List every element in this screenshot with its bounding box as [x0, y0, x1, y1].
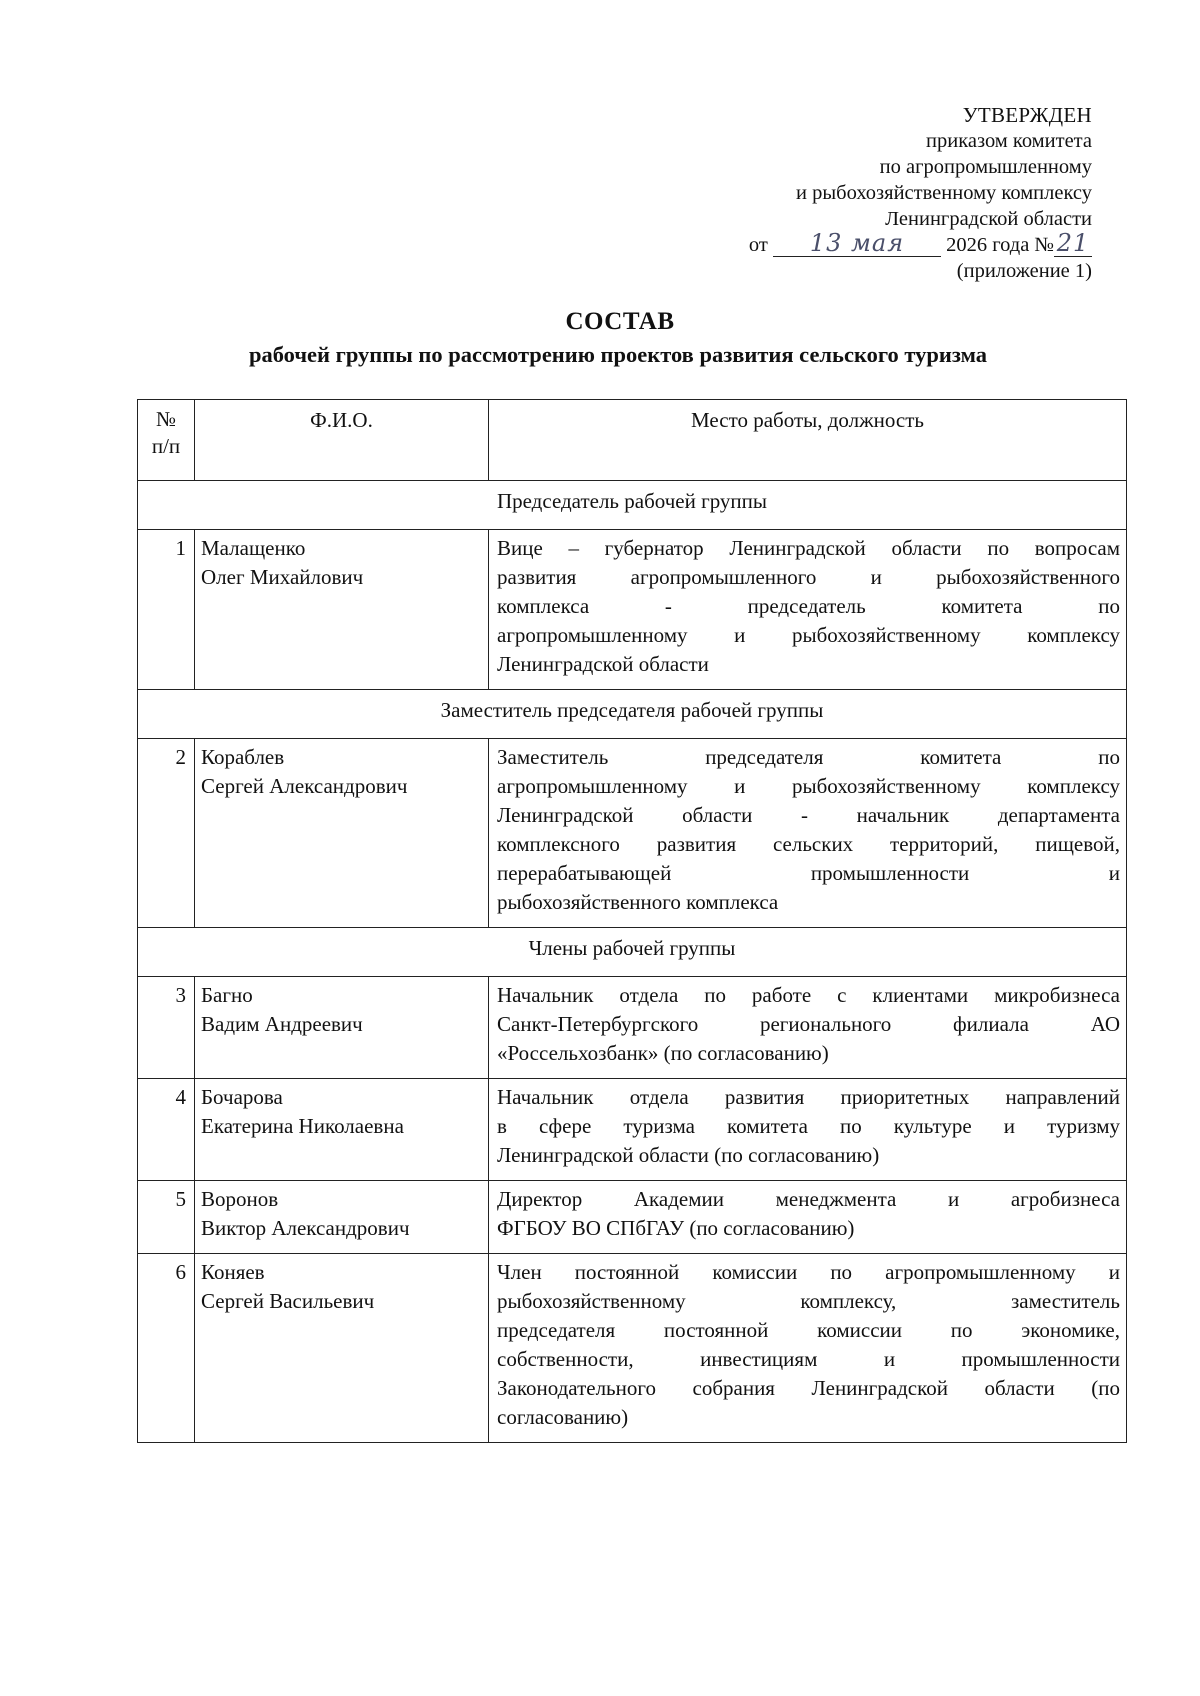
table-row — [138, 739, 1127, 928]
date-prefix: от — [748, 234, 768, 256]
row-number: 2 — [138, 739, 195, 928]
approval-title: УТВЕРЖДЕН — [962, 103, 1092, 127]
section-title: Заместитель председателя рабочей группы — [138, 690, 1127, 739]
approval-line: и рыбохозяйственному комплексу — [796, 182, 1092, 204]
approval-line: Ленинградской области — [885, 208, 1092, 230]
row-number: 6 — [138, 1254, 195, 1443]
table-header-row — [138, 400, 1127, 481]
year-text: 2026 года № — [946, 234, 1054, 256]
table-row — [138, 1079, 1127, 1181]
roster-table — [137, 399, 1127, 1443]
handwritten-number: 21 — [1056, 229, 1090, 257]
section-title: Председатель рабочей группы — [138, 481, 1127, 530]
member-position: Вице – губернатор Ленинградской области по вопросам развития агропромышленного и рыбохозяйственного комплекса - председатель комитета по агропромышленному и рыбохозяйственному комплексу Ленинградской области — [489, 530, 1127, 690]
section-row — [138, 690, 1127, 739]
header-num: № п/п — [138, 400, 195, 481]
member-name: Бочарова Екатерина Николаевна — [195, 1079, 489, 1181]
approval-line: по агропромышленному — [879, 156, 1092, 178]
row-number: 5 — [138, 1181, 195, 1254]
table-row — [138, 977, 1127, 1079]
approval-date-line — [672, 229, 1092, 258]
handwritten-date: 13 мая — [809, 229, 905, 257]
member-name: Воронов Виктор Александрович — [195, 1181, 489, 1254]
member-position: Член постоянной комиссии по агропромышленному и рыбохозяйственному комплексу, заместитель председателя постоянной комиссии по экономике, собственности, инвестициям и промышленности Законодательного собрания Ленинградской области (по согласованию) — [489, 1254, 1127, 1443]
member-position: Начальник отдела развития приоритетных направлений в сфере туризма комитета по культуре и туризму Ленинградской области (по согласованию) — [489, 1079, 1127, 1181]
row-number: 3 — [138, 977, 195, 1079]
member-position: Начальник отдела по работе с клиентами микробизнеса Санкт-Петербургского регионального филиала АО «Россельхозбанк» (по согласованию) — [489, 977, 1127, 1079]
row-number: 4 — [138, 1079, 195, 1181]
document-subtitle: рабочей группы по рассмотрению проектов развития сельского туризма — [248, 342, 988, 367]
table-row — [138, 1181, 1127, 1254]
member-name: Малащенко Олег Михайлович — [195, 530, 489, 690]
approval-block — [672, 102, 1092, 284]
document-title: СОСТАВ — [565, 308, 675, 335]
section-row — [138, 928, 1127, 977]
section-title: Члены рабочей группы — [138, 928, 1127, 977]
member-position: Заместитель председателя комитета по агропромышленному и рыбохозяйственному комплексу Ленинградской области - начальник департамента комплексного развития сельских территорий, пищевой, перерабатывающей промышленности и рыбохозяйственного комплекса — [489, 739, 1127, 928]
table-row — [138, 530, 1127, 690]
section-row — [138, 481, 1127, 530]
appendix-label: (приложение 1) — [956, 260, 1092, 282]
member-name: Кораблев Сергей Александрович — [195, 739, 489, 928]
row-number: 1 — [138, 530, 195, 690]
member-name: Багно Вадим Андреевич — [195, 977, 489, 1079]
approval-line: приказом комитета — [926, 130, 1092, 152]
member-name: Коняев Сергей Васильевич — [195, 1254, 489, 1443]
table-row — [138, 1254, 1127, 1443]
header-name: Ф.И.О. — [195, 400, 489, 481]
header-position: Место работы, должность — [489, 400, 1127, 481]
member-position: Директор Академии менеджмента и агробизнеса ФГБОУ ВО СПбГАУ (по согласованию) — [489, 1181, 1127, 1254]
